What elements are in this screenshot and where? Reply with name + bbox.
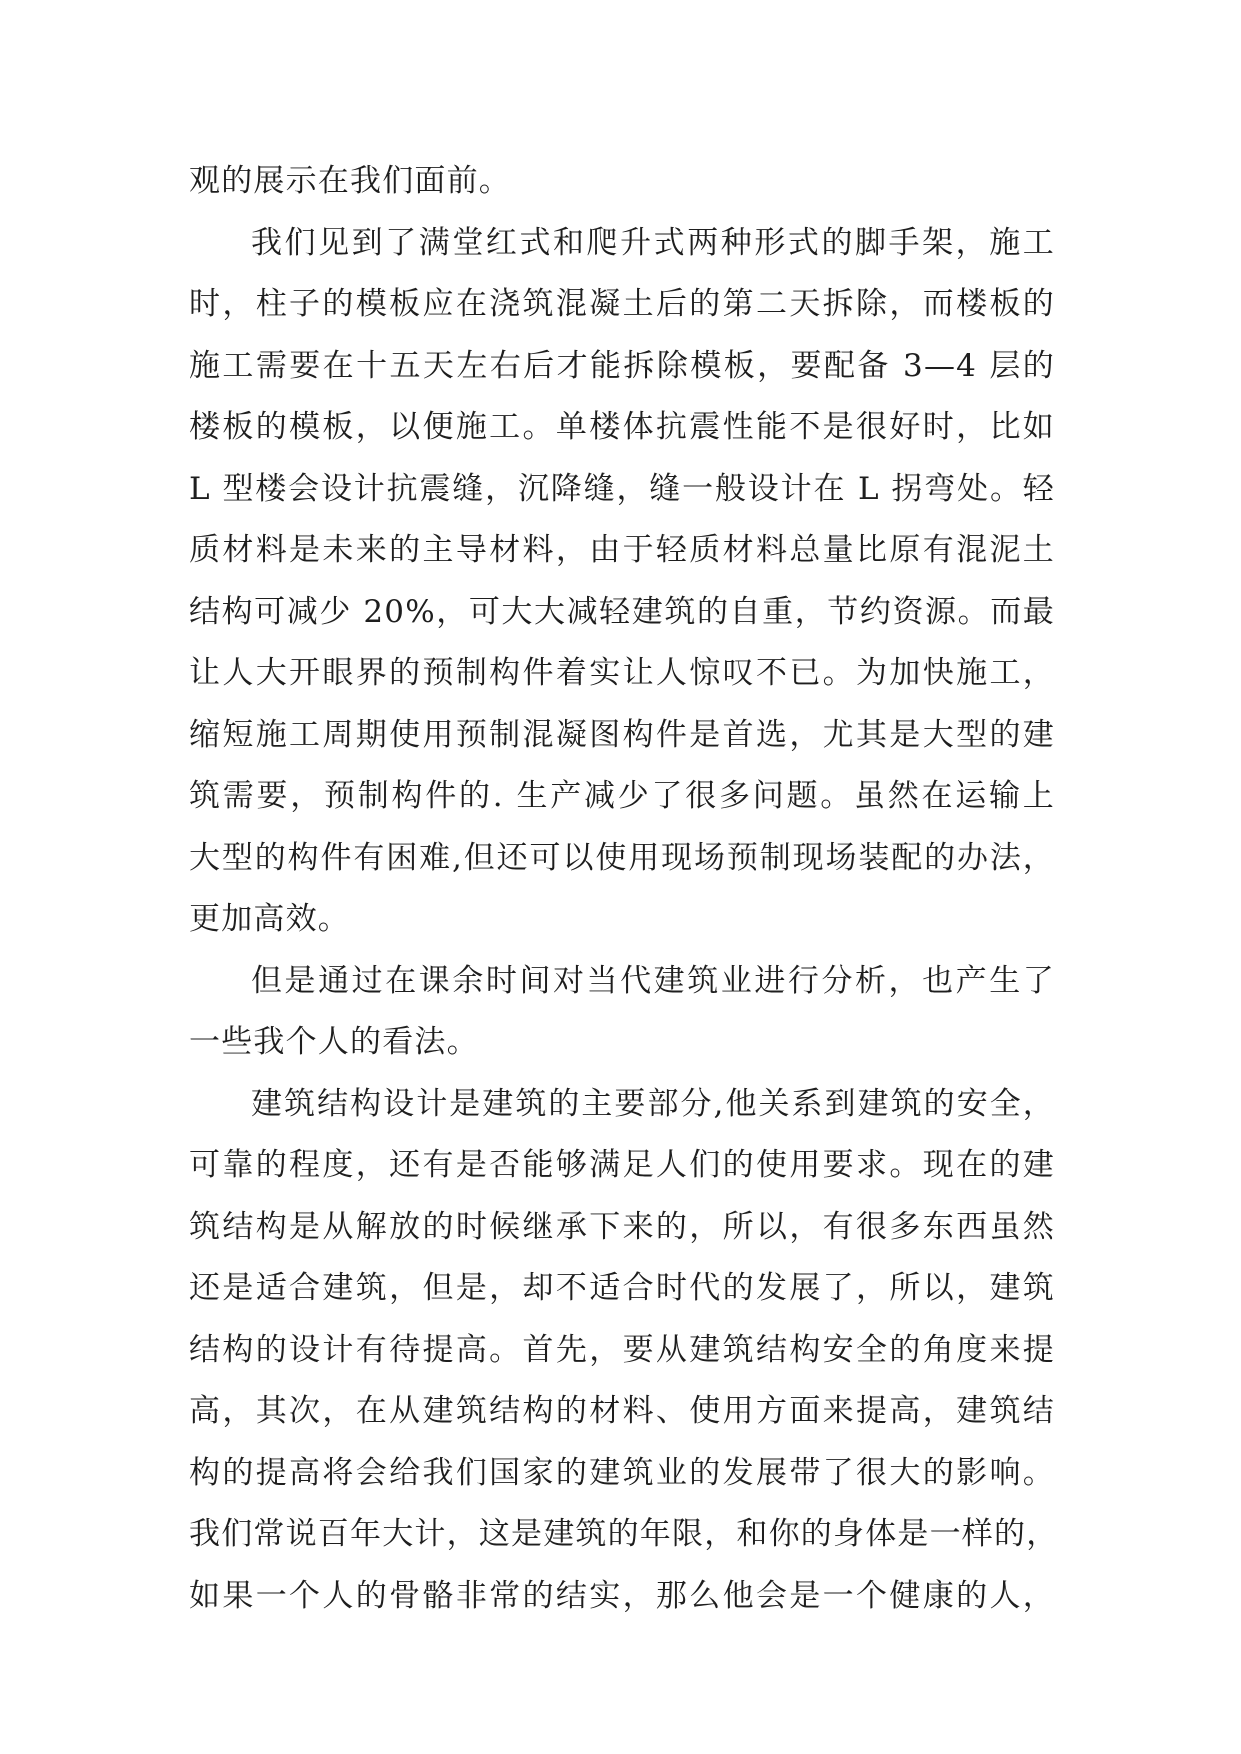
text-line: 但是通过在课余时间对当代建筑业进行分析，也产生了 — [251, 962, 1055, 999]
text-line: 楼板的模板，以便施工。单楼体抗震性能不是很好时，比如 — [189, 409, 1055, 445]
text-line: 构的提高将会给我们国家的建筑业的发展带了很大的影响。 — [189, 1454, 1055, 1491]
text-line: 我们常说百年大计，这是建筑的年限，和你的身体是一样的， — [189, 1516, 1059, 1552]
text-line: 筑结构是从解放的时候继承下来的，所以，有很多东西虽然 — [189, 1208, 1055, 1245]
text-line: 质材料是未来的主导材料，由于轻质材料总量比原有混泥土 — [189, 532, 1055, 568]
text-line: 还是适合建筑，但是，却不适合时代的发展了，所以，建筑 — [189, 1270, 1055, 1306]
text-line: 高，其次，在从建筑结构的材料、使用方面来提高，建筑结 — [189, 1393, 1055, 1429]
paragraph-4 — [189, 1074, 1059, 1628]
paragraph-2 — [189, 213, 1055, 951]
text-line: 一些我个人的看法。 — [189, 1024, 479, 1060]
text-line: 施工需要在十五天左右后才能拆除模板，要配备 3—4 层的 — [189, 347, 1055, 384]
text-line: 如果一个人的骨骼非常的结实，那么他会是一个健康的人， — [189, 1577, 1055, 1614]
text-line: 时，柱子的模板应在浇筑混凝土后的第二天拆除，而楼板的 — [189, 286, 1055, 322]
text-line: 筑需要，预制构件的. 生产减少了很多问题。虽然在运输上 — [189, 778, 1055, 814]
paragraph-1 — [189, 151, 1055, 213]
text-line: 我们见到了满堂红式和爬升式两种形式的脚手架，施工 — [251, 224, 1055, 261]
text-line: L 型楼会设计抗震缝，沉降缝，缝一般设计在 L 拐弯处。轻 — [189, 470, 1055, 507]
text-line: 结构的设计有待提高。首先，要从建筑结构安全的角度来提 — [189, 1331, 1055, 1368]
text-line: 更加高效。 — [189, 901, 350, 937]
text-line: 结构可减少 20%，可大大减轻建筑的自重，节约资源。而最 — [189, 593, 1055, 630]
document-page — [189, 151, 1059, 1627]
text-line: 大型的构件有困难,但还可以使用现场预制现场装配的办法， — [189, 839, 1055, 876]
text-line: 可靠的程度，还有是否能够满足人们的使用要求。现在的建 — [189, 1147, 1055, 1183]
text-line: 建筑结构设计是建筑的主要部分,他关系到建筑的安全， — [251, 1085, 1055, 1122]
text-line: 缩短施工周期使用预制混凝图构件是首选，尤其是大型的建 — [189, 716, 1055, 753]
paragraph-3 — [189, 951, 1055, 1074]
text-line: 观的展示在我们面前。 — [189, 163, 511, 199]
text-line: 让人大开眼界的预制构件着实让人惊叹不已。为加快施工， — [189, 655, 1055, 691]
